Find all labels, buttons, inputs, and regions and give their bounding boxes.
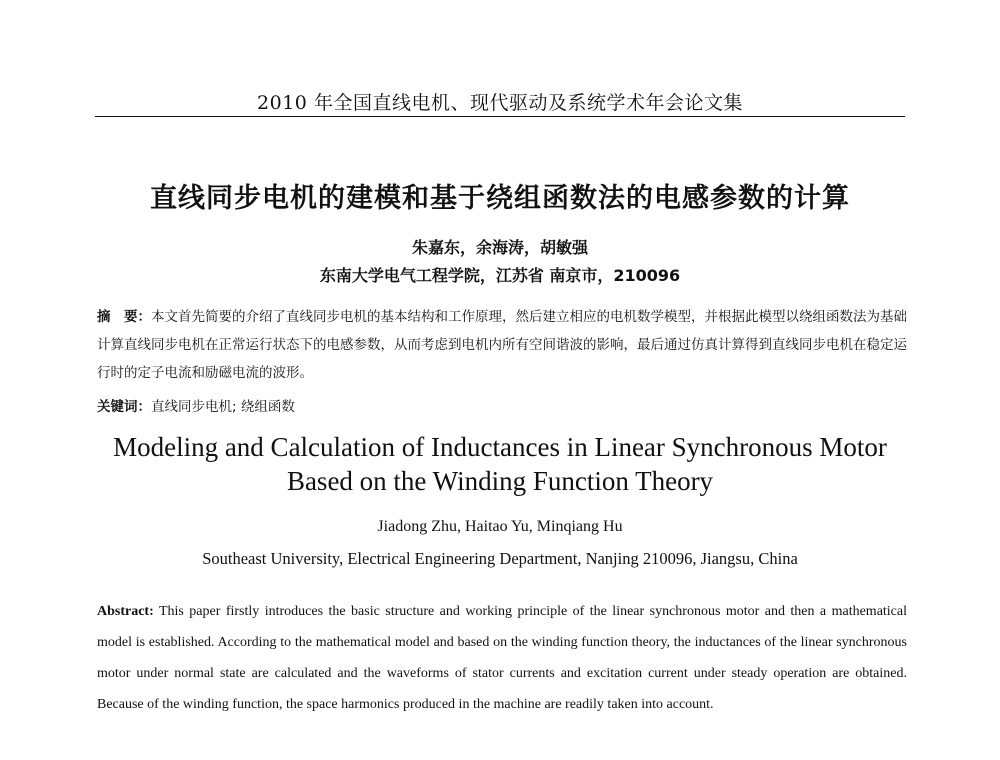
header-rule [95, 116, 905, 117]
english-title-line2: Based on the Winding Function Theory [286, 466, 714, 496]
chinese-keywords [97, 395, 907, 415]
english-abstract [97, 596, 907, 720]
chinese-abstract-label: 摘 要： [97, 309, 151, 325]
chinese-keywords-label: 关键词： [97, 399, 151, 415]
chinese-abstract [97, 303, 907, 387]
chinese-keywords-text: 直线同步电机; 绕组函数 [151, 399, 295, 415]
chinese-affiliation: 东南大学电气工程学院，江苏省 南京市，210096 [319, 266, 681, 285]
english-abstract-label: Abstract: [97, 604, 154, 619]
english-title [0, 430, 1000, 498]
chinese-authors: 朱嘉东，余海涛，胡敏强 [411, 238, 588, 257]
chinese-abstract-text: 本文首先简要的介绍了直线同步电机的基本结构和工作原理，然后建立相应的电机数学模型，并根据此模型以绕组函数法为基础计算直线同步电机在正常运行状态下的电感参数，从而考虑到电机内所有空间谐波的影响，最后通过仿真计算得到直线同步电机在稳定运行时的定子电流和励磁电流的波形。 [97, 309, 907, 381]
running-header: 2010 年全国直线电机、现代驱动及系统学术年会论文集 [257, 92, 743, 114]
english-affiliation: Southeast University, Electrical Engineering Department, Nanjing 210096, Jiangsu, China [202, 549, 798, 568]
english-abstract-text: This paper firstly introduces the basic structure and working principle of the linear synchronous motor and then a mathematical model is established. According to the mathematical model and based on the winding function theory, the inductances of the linear synchronous motor under normal state are calculated and the waveforms of stator currents and excitation current under steady operation are obtained. Because of the winding function, the space harmonics produced in the machine are readily taken into account. [97, 604, 908, 712]
english-title-line1: Modeling and Calculation of Inductances in Linear Synchronous Motor [113, 432, 887, 462]
chinese-title: 直线同步电机的建模和基于绕组函数法的电感参数的计算 [150, 183, 850, 214]
english-authors: Jiadong Zhu, Haitao Yu, Minqiang Hu [377, 518, 623, 535]
